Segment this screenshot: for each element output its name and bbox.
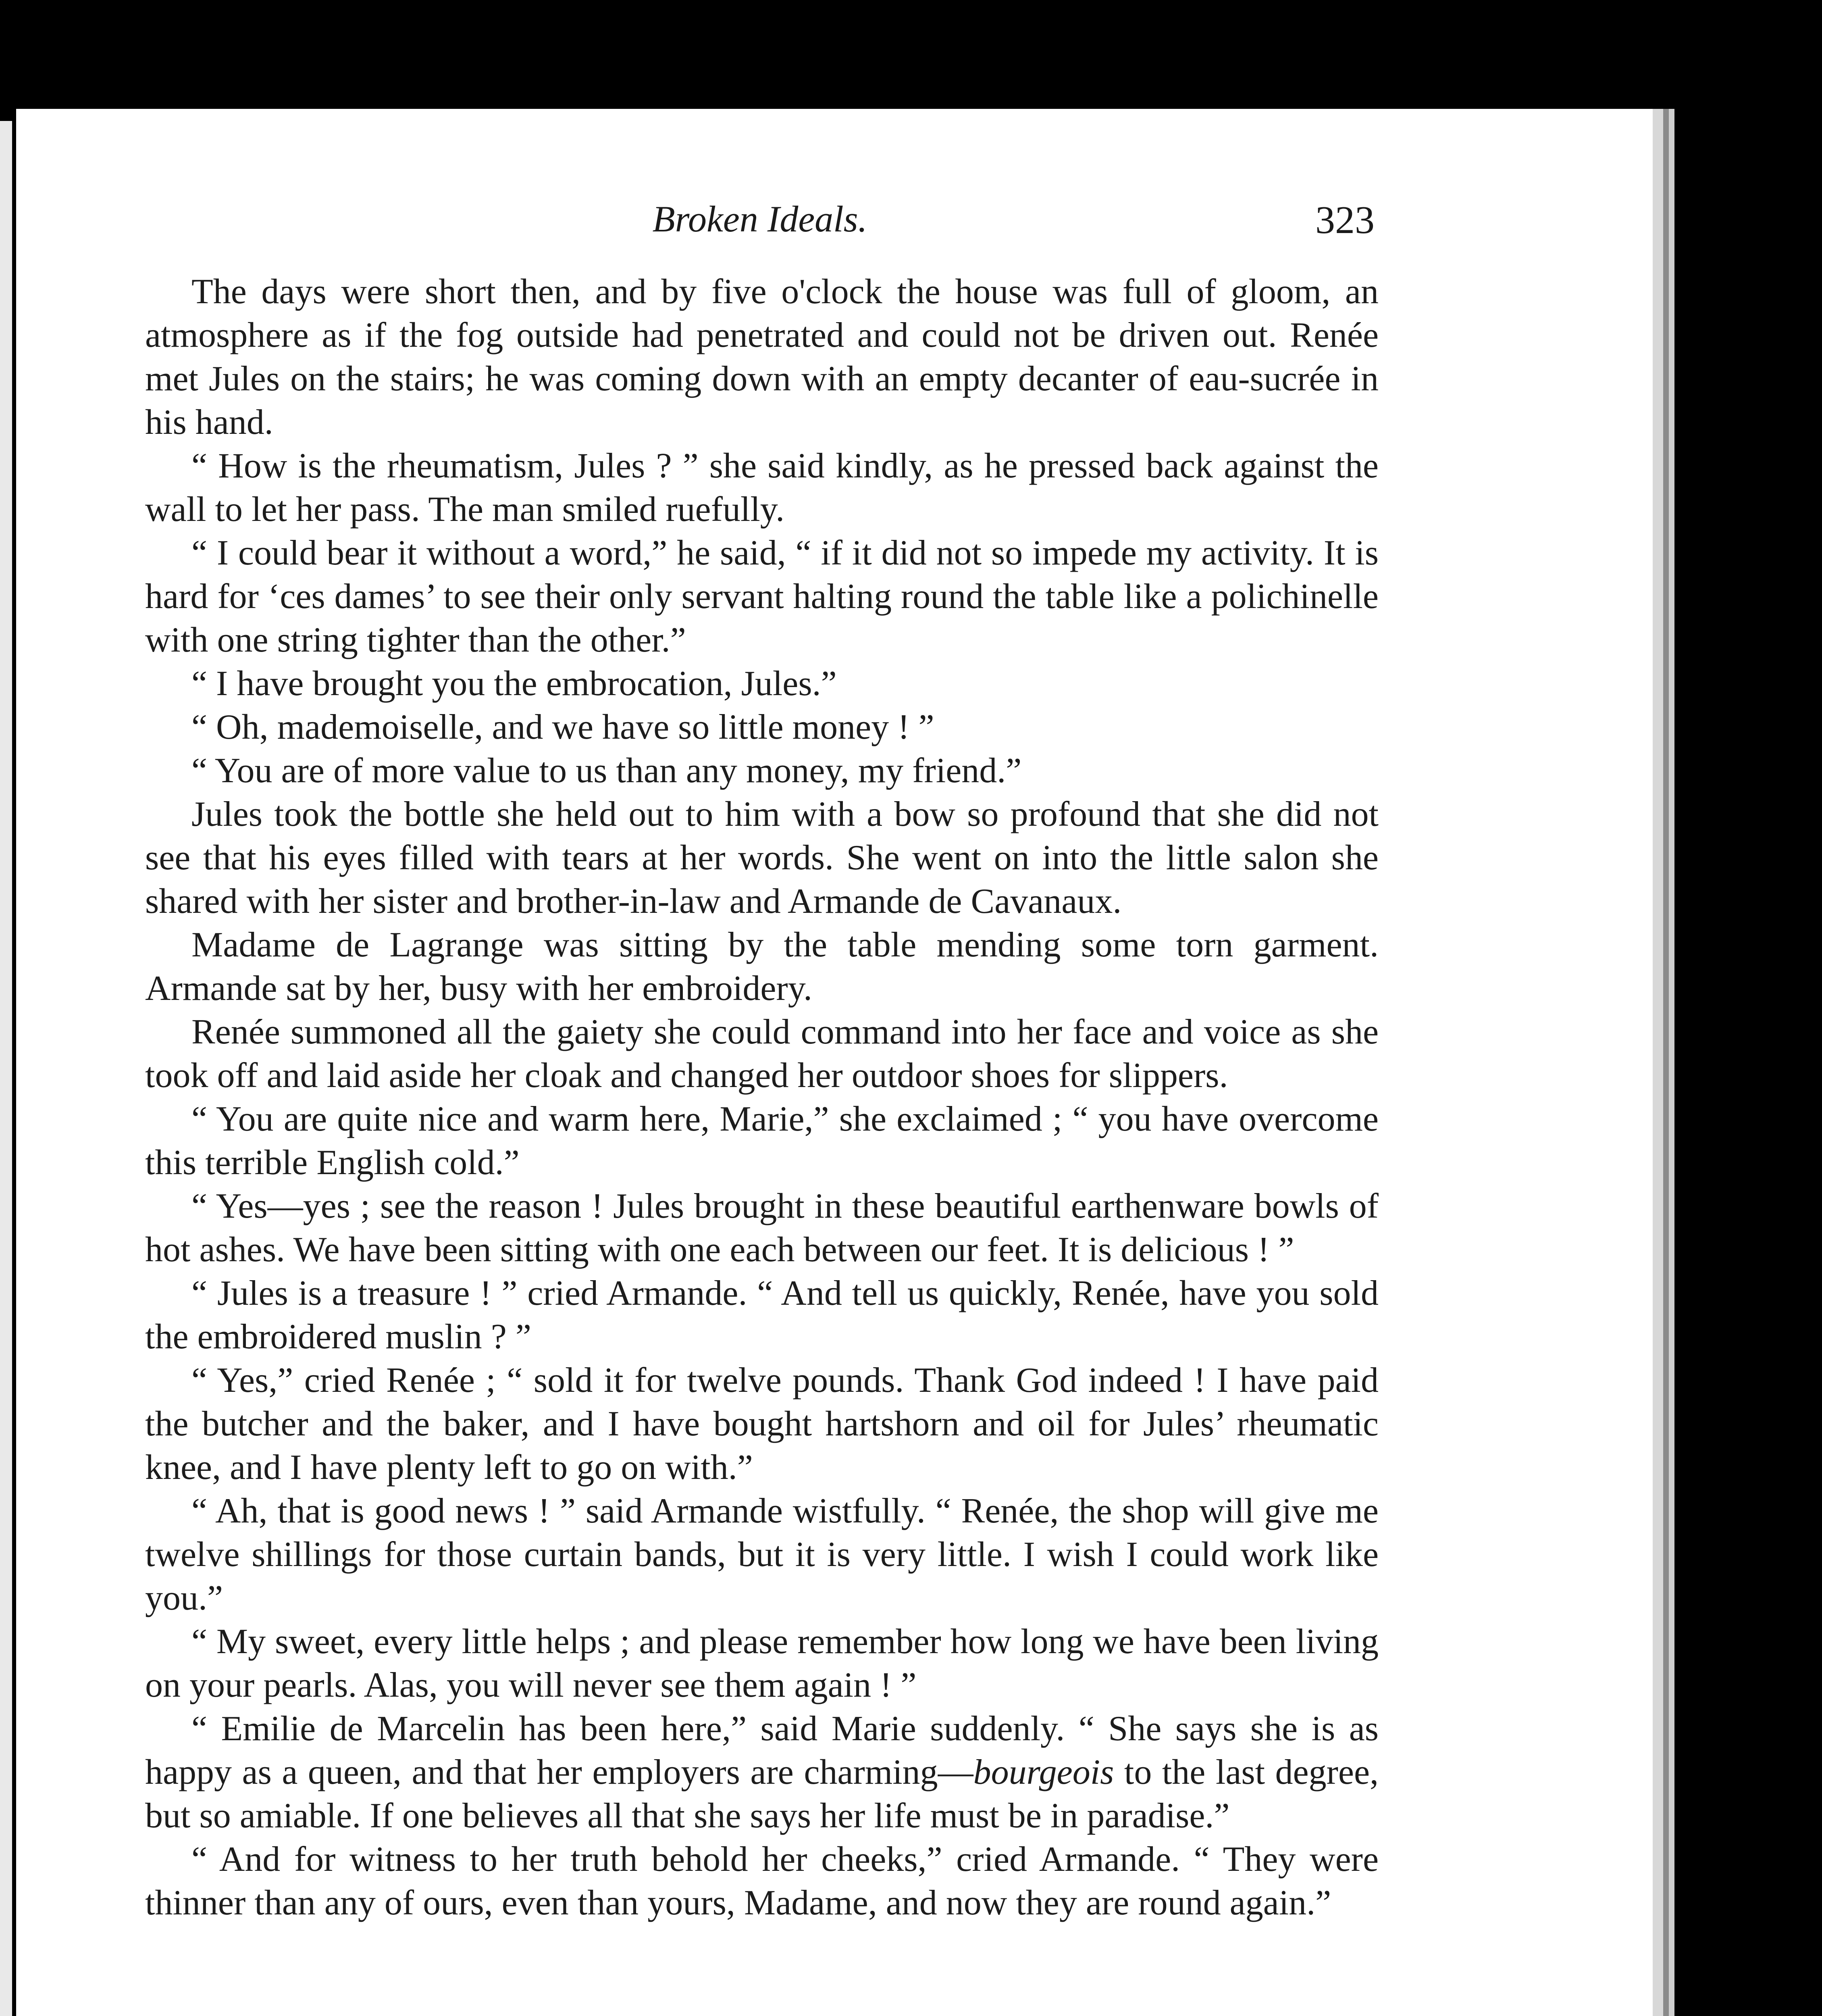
paragraph: “ And for witness to her truth behold her cheeks,” cried Armande. “ They were thinner than any of ours, even than yours, Madame, and now they are round again.” [145, 1840, 1379, 1922]
paragraph: “ You are of more value to us than any money, my friend.” [191, 751, 1022, 790]
running-title: Broken Ideals. [652, 198, 867, 240]
paragraph: “ Jules is a treasure ! ” cried Armande. “ And tell us quickly, Renée, have you sold the embroidered muslin ? ” [145, 1274, 1379, 1356]
paragraph: “ Yes—yes ; see the reason ! Jules brought in these beautiful earthenware bowls of hot ashes. We have been sitting with one each between our feet. It is delicious ! ” [145, 1187, 1379, 1269]
previous-page-edge [0, 121, 12, 2016]
paragraph-text: “ Emilie de Marcelin has been here,” said Marie suddenly. “ She says she is as happy as a queen, and that her employers are charming— [145, 1709, 1379, 1792]
running-head [145, 177, 1375, 258]
paragraph: “ I have brought you the embrocation, Jules.” [191, 664, 837, 703]
paragraph: Madame de Lagrange was sitting by the table mending some torn garment. Armande sat by her, busy with her embroidery. [145, 925, 1379, 1008]
paragraph: “ How is the rheumatism, Jules ? ” she said kindly, as he pressed back against the wall to let her pass. The man smiled ruefully. [145, 446, 1379, 529]
paragraph: “ You are quite nice and warm here, Marie,” she exclaimed ; “ you have overcome this terrible English cold.” [145, 1100, 1379, 1182]
page-number: 323 [1315, 198, 1375, 242]
italic-word: bourgeois [973, 1753, 1114, 1792]
body-text [145, 270, 1379, 1925]
paragraph-with-italic [145, 1707, 1379, 1838]
paragraph: “ Ah, that is good news ! ” said Armande wistfully. “ Renée, the shop will give me twelve shillings for those curtain bands, but it is very little. I wish I could work like you.” [145, 1491, 1379, 1618]
paragraph: “ My sweet, every little helps ; and please remember how long we have been living on your pearls. Alas, you will never see them again ! ” [145, 1622, 1379, 1705]
paragraph-text: to the last degree, but so amiable. If one believes all that she says her life must be in paradise.” [145, 1753, 1379, 1835]
paragraph: Jules took the bottle she held out to him with a bow so profound that she did not see that his eyes filled with tears at her words. She went on into the little salon she shared with her sister and brother-in-law and Armande de Cavanaux. [145, 795, 1379, 921]
paragraph: “ I could bear it without a word,” he said, “ if it did not so impede my activity. It is hard for ‘ces dames’ to see their only servant halting round the table like a polichinelle with one string tighter than the other.” [145, 533, 1379, 660]
paragraph: The days were short then, and by five o'clock the house was full of gloom, an atmosphere as if the fog outside had penetrated and could not be driven out. Renée met Jules on the stairs; he was coming down with an empty decanter of eau-sucrée in his hand. [145, 272, 1379, 442]
paragraph: “ Oh, mademoiselle, and we have so little money ! ” [191, 708, 934, 747]
paragraph: “ Yes,” cried Renée ; “ sold it for twelve pounds. Thank God indeed ! I have paid the butcher and the baker, and I have bought hartshorn and oil for Jules’ rheumatic knee, and I have plenty left to go on with.” [145, 1361, 1379, 1487]
paragraph: Renée summoned all the gaiety she could command into her face and voice as she took off and laid aside her cloak and changed her outdoor shoes for slippers. [145, 1012, 1379, 1095]
